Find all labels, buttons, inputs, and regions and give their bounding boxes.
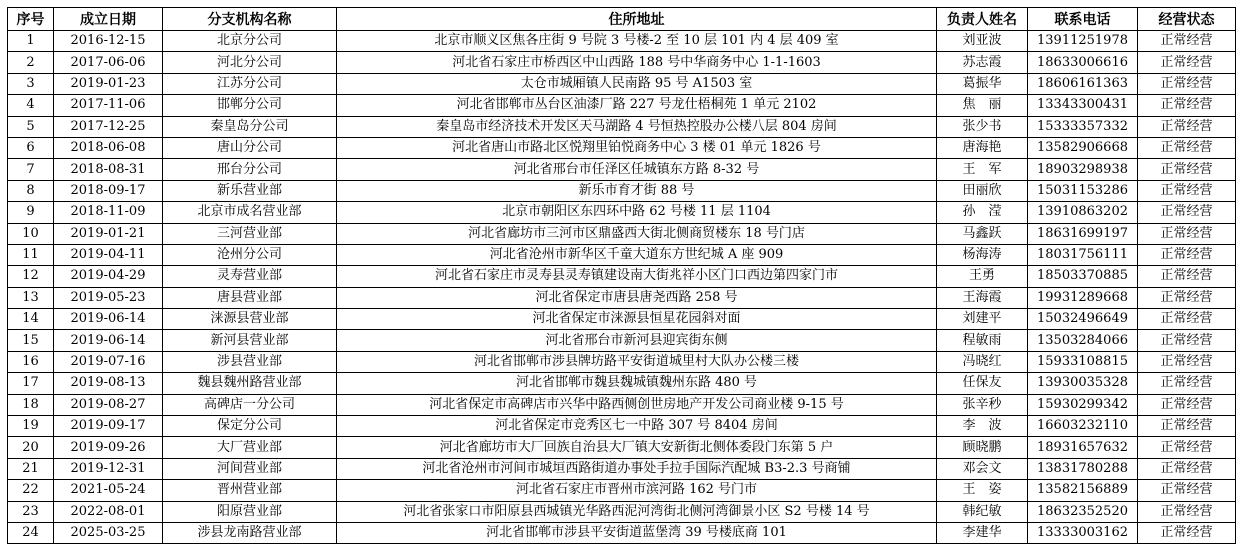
table-row [8, 95, 1236, 116]
header-address: 住所地址 [337, 8, 937, 31]
header-branch-name: 分支机构名称 [163, 8, 337, 31]
cell-branch-name: 江苏分公司 [163, 73, 337, 94]
cell-phone: 15933108815 [1028, 351, 1138, 372]
cell-date: 2018-06-08 [54, 137, 163, 158]
cell-branch-name: 三河营业部 [163, 223, 337, 244]
cell-branch-name: 河北分公司 [163, 52, 337, 73]
cell-phone: 13910863202 [1028, 202, 1138, 223]
cell-date: 2019-12-31 [54, 458, 163, 479]
cell-date: 2019-07-16 [54, 351, 163, 372]
cell-address: 河北省保定市涞源县恒星花园斜对面 [337, 309, 937, 330]
header-phone: 联系电话 [1028, 8, 1138, 31]
cell-status: 正常经营 [1138, 95, 1236, 116]
cell-phone: 18606161363 [1028, 73, 1138, 94]
table-row [8, 330, 1236, 351]
cell-branch-name: 河间营业部 [163, 458, 337, 479]
cell-status: 正常经营 [1138, 330, 1236, 351]
cell-branch-name: 阳原营业部 [163, 501, 337, 522]
cell-address: 河北省廊坊市三河市区鼎盛西大街北侧商贸楼东 18 号门店 [337, 223, 937, 244]
cell-phone: 13582906668 [1028, 137, 1138, 158]
table-row [8, 223, 1236, 244]
cell-index: 10 [8, 223, 54, 244]
cell-status: 正常经营 [1138, 266, 1236, 287]
cell-date: 2021-05-24 [54, 480, 163, 501]
branch-table [7, 7, 1236, 544]
header-row [8, 8, 1236, 31]
cell-branch-name: 沧州分公司 [163, 244, 337, 265]
cell-phone: 18903298938 [1028, 159, 1138, 180]
cell-date: 2017-12-25 [54, 116, 163, 137]
table-row [8, 416, 1236, 437]
cell-phone: 13831780288 [1028, 458, 1138, 479]
cell-branch-name: 涞源县营业部 [163, 309, 337, 330]
cell-address: 河北省沧州市河间市城垣西路街道办事处手拉手国际汽配城 B3-2.3 号商铺 [337, 458, 937, 479]
cell-date: 2017-11-06 [54, 95, 163, 116]
cell-phone: 13503284066 [1028, 330, 1138, 351]
cell-phone: 13930035328 [1028, 373, 1138, 394]
header-status: 经营状态 [1138, 8, 1236, 31]
cell-status: 正常经营 [1138, 458, 1236, 479]
cell-index: 22 [8, 480, 54, 501]
cell-branch-name: 晋州营业部 [163, 480, 337, 501]
cell-manager: 邓会文 [937, 458, 1028, 479]
cell-manager: 唐海艳 [937, 137, 1028, 158]
cell-manager: 苏志霞 [937, 52, 1028, 73]
cell-manager: 张辛秒 [937, 394, 1028, 415]
header-date: 成立日期 [54, 8, 163, 31]
cell-branch-name: 高碑店一分公司 [163, 394, 337, 415]
cell-manager: 刘亚波 [937, 31, 1028, 52]
cell-index: 1 [8, 31, 54, 52]
cell-status: 正常经营 [1138, 244, 1236, 265]
cell-address: 河北省石家庄市桥西区中山西路 188 号中华商务中心 1-1-1603 [337, 52, 937, 73]
cell-manager: 刘建平 [937, 309, 1028, 330]
cell-manager: 杨海涛 [937, 244, 1028, 265]
table-row [8, 116, 1236, 137]
cell-phone: 15032496649 [1028, 309, 1138, 330]
cell-manager: 田丽欣 [937, 180, 1028, 201]
table-row [8, 31, 1236, 52]
cell-date: 2019-01-23 [54, 73, 163, 94]
cell-phone: 16603232110 [1028, 416, 1138, 437]
cell-address: 北京市顺义区焦各庄街 9 号院 3 号楼-2 至 10 层 101 内 4 层 409 室 [337, 31, 937, 52]
cell-address: 河北省张家口市阳原县西城镇光华路西泥河湾街北侧河湾御景小区 S2 号楼 14 号 [337, 501, 937, 522]
cell-manager: 王勇 [937, 266, 1028, 287]
cell-status: 正常经营 [1138, 52, 1236, 73]
cell-status: 正常经营 [1138, 137, 1236, 158]
cell-phone: 13911251978 [1028, 31, 1138, 52]
cell-date: 2019-09-26 [54, 437, 163, 458]
cell-branch-name: 秦皇岛分公司 [163, 116, 337, 137]
cell-branch-name: 魏县魏州路营业部 [163, 373, 337, 394]
cell-status: 正常经营 [1138, 309, 1236, 330]
cell-manager: 程敏雨 [937, 330, 1028, 351]
table-row [8, 437, 1236, 458]
table-body [8, 31, 1236, 544]
cell-index: 7 [8, 159, 54, 180]
cell-date: 2018-11-09 [54, 202, 163, 223]
cell-address: 河北省廊坊市大厂回族自治县大厂镇大安新街北侧体委段门东第 5 户 [337, 437, 937, 458]
cell-status: 正常经营 [1138, 180, 1236, 201]
cell-address: 河北省石家庄市晋州市滨河路 162 号门市 [337, 480, 937, 501]
cell-branch-name: 邯郸分公司 [163, 95, 337, 116]
table-row [8, 73, 1236, 94]
cell-phone: 19931289668 [1028, 287, 1138, 308]
cell-branch-name: 邢台分公司 [163, 159, 337, 180]
cell-branch-name: 涉县营业部 [163, 351, 337, 372]
cell-status: 正常经营 [1138, 416, 1236, 437]
cell-manager: 冯晓红 [937, 351, 1028, 372]
cell-status: 正常经营 [1138, 159, 1236, 180]
cell-date: 2018-08-31 [54, 159, 163, 180]
cell-address: 河北省邢台市新河县迎宾街东侧 [337, 330, 937, 351]
cell-address: 太仓市城厢镇人民南路 95 号 A1503 室 [337, 73, 937, 94]
cell-manager: 王海霞 [937, 287, 1028, 308]
cell-address: 河北省保定市高碑店市兴华中路西侧创世房地产开发公司商业楼 9-15 号 [337, 394, 937, 415]
cell-branch-name: 涉县龙南路营业部 [163, 522, 337, 543]
cell-status: 正常经营 [1138, 480, 1236, 501]
cell-address: 河北省邯郸市丛台区油漆厂路 227 号龙仕梧桐苑 1 单元 2102 [337, 95, 937, 116]
cell-manager: 李 波 [937, 416, 1028, 437]
cell-index: 21 [8, 458, 54, 479]
cell-index: 17 [8, 373, 54, 394]
cell-date: 2022-08-01 [54, 501, 163, 522]
cell-status: 正常经营 [1138, 351, 1236, 372]
cell-index: 2 [8, 52, 54, 73]
table-row [8, 52, 1236, 73]
cell-status: 正常经营 [1138, 223, 1236, 244]
cell-phone: 18503370885 [1028, 266, 1138, 287]
cell-branch-name: 新乐营业部 [163, 180, 337, 201]
cell-index: 11 [8, 244, 54, 265]
cell-index: 12 [8, 266, 54, 287]
cell-address: 河北省沧州市新华区千童大道东方世纪城 A 座 909 [337, 244, 937, 265]
cell-manager: 顾晓鹏 [937, 437, 1028, 458]
cell-status: 正常经营 [1138, 373, 1236, 394]
cell-status: 正常经营 [1138, 202, 1236, 223]
cell-index: 8 [8, 180, 54, 201]
table-row [8, 480, 1236, 501]
cell-manager: 焦 丽 [937, 95, 1028, 116]
cell-address: 河北省邢台市任泽区任城镇东方路 8-32 号 [337, 159, 937, 180]
cell-date: 2016-12-15 [54, 31, 163, 52]
cell-index: 5 [8, 116, 54, 137]
cell-date: 2019-04-29 [54, 266, 163, 287]
cell-manager: 王 姿 [937, 480, 1028, 501]
cell-index: 15 [8, 330, 54, 351]
table-row [8, 266, 1236, 287]
table-row [8, 501, 1236, 522]
cell-status: 正常经营 [1138, 437, 1236, 458]
cell-address: 北京市朝阳区东四环中路 62 号楼 11 层 1104 [337, 202, 937, 223]
cell-date: 2019-08-27 [54, 394, 163, 415]
cell-index: 19 [8, 416, 54, 437]
cell-address: 河北省邯郸市涉县牌坊路平安街道城里村大队办公楼三楼 [337, 351, 937, 372]
cell-index: 20 [8, 437, 54, 458]
cell-index: 14 [8, 309, 54, 330]
cell-branch-name: 北京市成名营业部 [163, 202, 337, 223]
cell-date: 2019-01-21 [54, 223, 163, 244]
cell-index: 3 [8, 73, 54, 94]
cell-phone: 13343300431 [1028, 95, 1138, 116]
cell-index: 6 [8, 137, 54, 158]
cell-branch-name: 灵寿营业部 [163, 266, 337, 287]
table-row [8, 180, 1236, 201]
cell-index: 18 [8, 394, 54, 415]
cell-branch-name: 大厂营业部 [163, 437, 337, 458]
cell-branch-name: 唐山分公司 [163, 137, 337, 158]
cell-index: 23 [8, 501, 54, 522]
cell-date: 2019-04-11 [54, 244, 163, 265]
cell-manager: 张少书 [937, 116, 1028, 137]
cell-address: 河北省唐山市路北区悦翔里铂悦商务中心 3 楼 01 单元 1826 号 [337, 137, 937, 158]
cell-address: 秦皇岛市经济技术开发区天马湖路 4 号恒热控股办公楼八层 804 房间 [337, 116, 937, 137]
table-row [8, 137, 1236, 158]
cell-status: 正常经营 [1138, 501, 1236, 522]
cell-address: 河北省邯郸市涉县平安街道蓝堡湾 39 号楼底商 101 [337, 522, 937, 543]
cell-index: 24 [8, 522, 54, 543]
cell-date: 2017-06-06 [54, 52, 163, 73]
cell-manager: 葛振华 [937, 73, 1028, 94]
cell-phone: 13582156889 [1028, 480, 1138, 501]
cell-index: 9 [8, 202, 54, 223]
table-row [8, 202, 1236, 223]
cell-date: 2019-06-14 [54, 330, 163, 351]
table-row [8, 458, 1236, 479]
header-index: 序号 [8, 8, 54, 31]
table-row [8, 287, 1236, 308]
cell-address: 新乐市育才街 88 号 [337, 180, 937, 201]
cell-date: 2019-09-17 [54, 416, 163, 437]
table-row [8, 244, 1236, 265]
cell-address: 河北省石家庄市灵寿县灵寿镇建设南大街兆祥小区门口西边第四家门市 [337, 266, 937, 287]
cell-date: 2018-09-17 [54, 180, 163, 201]
cell-address: 河北省保定市唐县唐尧西路 258 号 [337, 287, 937, 308]
cell-branch-name: 新河县营业部 [163, 330, 337, 351]
cell-status: 正常经营 [1138, 73, 1236, 94]
cell-status: 正常经营 [1138, 31, 1236, 52]
cell-branch-name: 唐县营业部 [163, 287, 337, 308]
table-row [8, 351, 1236, 372]
cell-phone: 13333003162 [1028, 522, 1138, 543]
cell-phone: 18633006616 [1028, 52, 1138, 73]
cell-manager: 马鑫跃 [937, 223, 1028, 244]
cell-phone: 18631699197 [1028, 223, 1138, 244]
cell-phone: 15333357332 [1028, 116, 1138, 137]
cell-date: 2025-03-25 [54, 522, 163, 543]
cell-date: 2019-08-13 [54, 373, 163, 394]
table-row [8, 309, 1236, 330]
table-row [8, 522, 1236, 543]
cell-manager: 任保友 [937, 373, 1028, 394]
cell-phone: 15930299342 [1028, 394, 1138, 415]
cell-date: 2019-05-23 [54, 287, 163, 308]
cell-index: 4 [8, 95, 54, 116]
cell-address: 河北省保定市竞秀区七一中路 307 号 8404 房间 [337, 416, 937, 437]
cell-date: 2019-06-14 [54, 309, 163, 330]
cell-phone: 18632352520 [1028, 501, 1138, 522]
cell-status: 正常经营 [1138, 116, 1236, 137]
cell-manager: 孙 滢 [937, 202, 1028, 223]
cell-index: 16 [8, 351, 54, 372]
table-row [8, 159, 1236, 180]
cell-manager: 李建华 [937, 522, 1028, 543]
cell-phone: 18931657632 [1028, 437, 1138, 458]
table-row [8, 373, 1236, 394]
table-row [8, 394, 1236, 415]
cell-status: 正常经营 [1138, 522, 1236, 543]
cell-phone: 15031153286 [1028, 180, 1138, 201]
cell-manager: 韩纪敏 [937, 501, 1028, 522]
cell-status: 正常经营 [1138, 394, 1236, 415]
cell-manager: 王 军 [937, 159, 1028, 180]
cell-branch-name: 北京分公司 [163, 31, 337, 52]
cell-branch-name: 保定分公司 [163, 416, 337, 437]
cell-status: 正常经营 [1138, 287, 1236, 308]
cell-phone: 18031756111 [1028, 244, 1138, 265]
header-manager: 负责人姓名 [937, 8, 1028, 31]
cell-address: 河北省邯郸市魏县魏城镇魏州东路 480 号 [337, 373, 937, 394]
cell-index: 13 [8, 287, 54, 308]
